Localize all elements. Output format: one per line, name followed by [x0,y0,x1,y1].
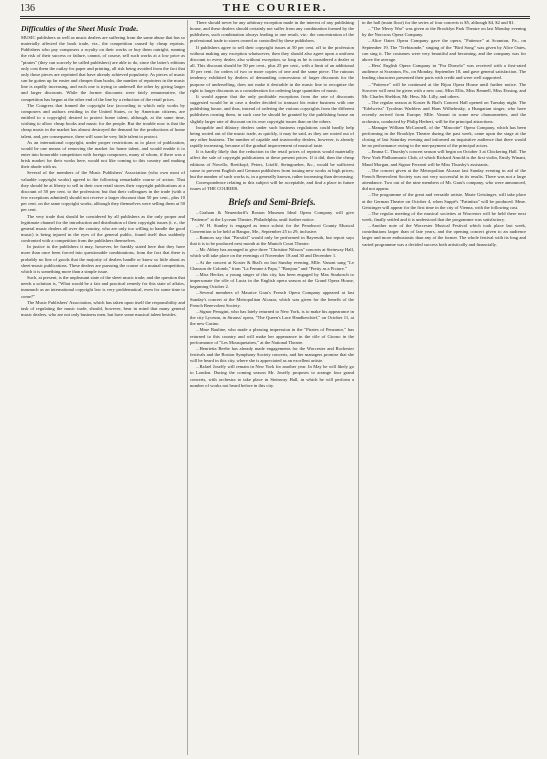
paragraph: ...Signor Perugini, who has lately returned to New York, is to make his appearance in the city Lyceum, in Strauss' opera, "The Queen's Lace Handkerchief," on October 11, at the new Casino. [190,308,354,327]
paragraph: There should never be any arbitrary exception made in the interest of any publishing house, and these dealers should certainly not suffer from any combination formed by the publishers, such combination always leading to one result, viz.: the concentration of the professional trade to stores owned or controlled by these publishers. [190,20,354,44]
paragraph: Such, at present, is the unpleasant state of the sheet music trade; and the question that needs a solution is, "What would be a fair and practical remedy for this state of affairs, inasmuch as an international copyright law is very problematical, even for some time to come?" [21,275,185,299]
header-rule [20,16,530,17]
briefs-body [190,210,354,389]
paragraph: ..."The Merry War" was given at the Brooklyn Park Theatre on last Monday evening by the Norcross Opera Company. [362,26,526,38]
paragraph: ...Alice Oates Opera Company gave the opera, "Patience" at Scranton, Pa., on September 19. The "Trebizonde," singing of the "Bird Song" was given by Alice Oates, can sing it. The costumes were very beautiful and becoming, and the company was for above the average. [362,38,526,62]
column-2 [190,20,354,755]
paragraph: MUSIC publishers as well as music dealers are suffering from the same abuse that has so materially affected the book trade, viz., the competition caused by cheap reprints. Publishers who pay composers a royalty on their works or buy them outright, running the risk of their success or failure, cannot, of course, sell such works at a low price as "pirates" (they can scarcely be called publishers) are able to do, since the latter's editions only cost them the outlay for paper and printing, all risk being avoided from the fact that only those pieces are reprinted that have already achieved popularity. As pieces of music can be gotten up far easier and cheaper than books, the number of reprinters in the music line is rapidly increasing, and each one is trying to undersell the other by giving larger and larger discounts. While the former discounts were fairly remunerative, the competition has begun at the other end of the line by a reduction of the retail prices. [21,35,185,102]
article-body [21,35,185,318]
paragraph: ..."Patience" will be continued at the Bijou Opera House until further notice. The Sorcerer will next be given with a new cast, Miss Ellis, Miss Rennell, Miss Eissing, and Mr. Charles Sheldon, Mr. Hess, Mr. Lilly, and others. [362,81,526,99]
paragraph: The very trade that should be considered by all publishers as the only proper and legitimate channel for the introduction and distribution of their copyright issues (i. e., the general music dealers all over the country, who are only too willing to handle the good music) is being injured in the eyes of the general public, found itself thus suddenly confronted with a competition from the publishers themselves. [21,213,185,244]
paragraph: ...At the concert at Koster & Bial's on last Sunday evening, Mlle. Vanoni sang "Le Chanson de Colomb," from "La Femme à Papa," "Bonjour" and "Pretty as a Picture." [190,259,354,271]
column-divider [187,20,188,755]
paragraph: ...The programme of the great and versatile artiste, Marie Geistinger, will take place at the German Theatre on October 4, when Suppé's "Fatinitza" will be produced. Mme. Geistinger will appear for the first time in the city of Vienna, with the following cast. [362,192,526,210]
paragraph: The Congress that framed the copyright law (according to which only works by composers and authors residing in the United States, or by American citizens, are entitled to a copyright) desired to protect home talent, although, at the same time, wishing to allow cheap books and music for the people. But the trouble now is that the cheap music in the market has almost destroyed the demand for the productions of home talent, and, per consequence, there will soon be very little talent to protect. [21,102,185,139]
paragraph: It would appear that the only profitable exceptions from the rate of discounts suggested would be in case a dealer decided to transact his entire business with one publishing house, and thus, instead of ordering the various copyrights from the different publishers owning them, in such case he should be granted by the publishing house an slightly larger rate of discount on its own copyright issues than on the others. [190,93,354,124]
paragraph: Several of the members of the Music Publishers' Association (who own most of valuable copyright works) agreed to the following remarkable course of action. That they should be at liberty to sell in their own retail stores their copyright publications at a discount of 50 per cent. to the profession; but that their colleagues in the trade (with a few exceptions admitted) should not receive a larger discount than 50 per cent., plus 10 per cent. on the same copyright works, although they themselves were selling them at 50 per cent. [21,170,185,213]
column-3 [362,20,526,755]
paragraph: ...Several members of Maurice Grau's French Opera Company appeared at last Sunday's concert at the Metropolitan Alcazar, which was given for the benefit of the French Benevolent Society. [190,290,354,308]
paragraph: In justice to the publishers it may, however, be frankly stated here that they have more than once been forced into questionable combinations, from the fact that there is probably no line of goods that the majority of dealers handle or know so little about as sheet-music publications. These dealers are pursuing the course of a mutual competition, which it is something more than a simple issue. [21,244,185,274]
paragraph: Correspondence relating to this subject will be acceptable, and find a place in future issues of THE COURIER. [190,180,354,192]
paragraph: ...Hess' English Opera Company in "Fra Diavolo" was received with a first-rated audience at Scranton, Pa., on Monday, September 18, and gave general satisfaction. The leading characters presented their parts with credit and were well supported. [362,63,526,81]
paragraph: ...Graham & Neuendorff's Boston Museum Ideal Opera Company will give "Patience" at the Lyceum Theatre, Philadelphia, until further notice. [190,210,354,222]
paragraph: The Music Publishers' Association, which has taken upon itself the responsibility and task of regulating the music trade, should, however, bear in mind that many general music dealers, who are not only business men, but have some musical talent besides. [21,299,185,318]
briefs-body-continued [362,20,526,248]
paragraph: ...Emma C. Thursby's concert season will begin on October 3 at Chickering Hall. The New York Philharmonic Club, of which Richard Arnold is the first violin, Emily Winant, Maud Morgan, and Signor Ferranti will be Miss Thursby's assistants. [362,149,526,167]
paragraph: ...The regular season at Koster & Bial's Concert Hall opened on Tuesday night. The "Edelweiss" Tyrolean Warblers and Hans Wilhelmsky, a Hungarian singer, who have recently arrived from Europe; Mlle. Vanoni in some new chansonnettes, and the orchestra, conducted by Philip Herbert, will be the principal attractions. [362,100,526,124]
paragraph: ...W. H. Stanley is engaged as tenor soloist for the Penobscot County Musical Convention to be held at Bangor, Me., September 25 to 29, inclusive. [190,222,354,234]
paragraph: Incapable and dilatory dealers under such business regulations could hardly help being rooted out of the music trade, as quickly, it may be said, as they are rooted out of any other business. The number of capable and trustworthy dealers, however, is already rapidly increasing, because of the gradual improvement of musical taste. [190,124,354,149]
article-body-continued [190,20,354,192]
paragraph: ...Mme Bauline, who made a pleasing impression in the "Pirates of Penzance," has returned to this country and will make her appearance in the rôle of Giorno in the performance of "Les Mousquetaires," at the National Theatre. [190,327,354,345]
masthead-title: THE COURIER. [222,2,328,14]
paragraph: in the hall (main floor) for the series of four concerts is $5, although $4, $2 and $1. [362,20,515,25]
paragraph: ...Mr. Abbey has arranged to give three "Christine Nilsson" concerts at Steinway Hall, which will take place on the evenings of November 18 and 30 and December 1. [190,247,354,259]
paragraph: ...Rumors say that "Parsifal" would only be performed in Bayreuth, but report says that it is to be produced next month at the Munich Court Theatre. [190,235,354,247]
paragraph: ...Rafael Joseffy will remain in New York for another year. In May he will likely go to London. During the coming season Mr. Joseffy proposes to arrange four grand concerts, with orchestra to take place in Steinway Hall, in which he will perform a number of works not heard before in this city. [190,364,354,388]
paragraph: ...Miss Hecker, a young singer of this city, has been engaged by Max Strakosch to impersonate the rôle of Lucia in the English opera season at the Grand Opera House, beginning October 2. [190,271,354,290]
paragraph: ...The concert given at the Metropolitan Alcazar last Sunday evening in aid of the French Benevolent Society was not very successful in its results. There was not a large attendance. Two out of the nine members of Mr. Grau's company, who were announced, did not appear. [362,167,526,192]
page-header [20,2,530,16]
paragraph: It is hardly likely that the reduction in the retail prices of reprints would materially affect the sale of copyright publications at these present prices. If it did, then the cheap editions of Novello, Breitkopf, Peters, Litolff, Steingraeber, &c., would be sufficient cause to prevent English and German publishers from issuing new works at high prices; but the number of such works is, in a generally known, rather increasing than decreasing. [190,149,354,179]
paragraph: ...Another note of the Worcester Musical Festival which took place last week, contributions larger than of late years, and the opening concert given to an audience larger and more enthusiastic than any of the former. The whole festival with its long and varied programme was a decided success both artistically and financially. [362,223,526,247]
header-rule-second [20,18,530,19]
column-divider [358,20,359,755]
section-heading: Briefs and Semi-Briefs. [228,197,316,208]
page-number: 136 [20,3,35,14]
paragraph: ...Henrietta Beebe has already made engagements for the Worcester and Rochester festivals and the Boston Symphony Society concerts, and her managers promise that she will be heard in this city, where she is appreciated as an excellent artiste. [190,345,354,364]
article-heading: Difficulties of the Sheet Music Trade. [21,24,139,33]
paragraph: As an international copyright, under proper restrictions as to place of publication, would be one means of removing the market for home talent, and would enable it to enter into honorable competition with foreign composers, many of whom, if there was a brisk market for their works here, would not like coming to this country and making their abode with us. [21,139,185,170]
paragraph: ...Manager William McConnell, of the "Mascotte" Opera Company, which has been performing in the Brooklyn Theatre during the past week, came upon the stage at the closing of last Saturday evening and informed an inquisitive audience that there would be no performance owing to the non-payment of the principal actors. [362,124,526,149]
paragraph: If publishers agree to sell their copyright issues at 50 per cent. off to the profession without making any exception whatsoever, then they should also agree upon a uniform discount to every dealer, also without exception, so long as he is considered a dealer at all. This discount should be 50 per cent., plus 25 per cent., with a limit of an additional 10 per cent. for orders of two or more copies of one and the same piece. The ruinous tendency exhibited by dealers of demanding concessions of larger discounts for the purpose of underselling, does not make it desirable in the music line to recognize the right to larger discounts as a consideration for ordering large quantities of music. [190,44,354,93]
paragraph: ...The regular meeting of the musical societies at Worcester will be held there next week, finally settled and it is understood that the programme was satisfactory. [362,210,526,222]
column-1 [21,20,185,755]
